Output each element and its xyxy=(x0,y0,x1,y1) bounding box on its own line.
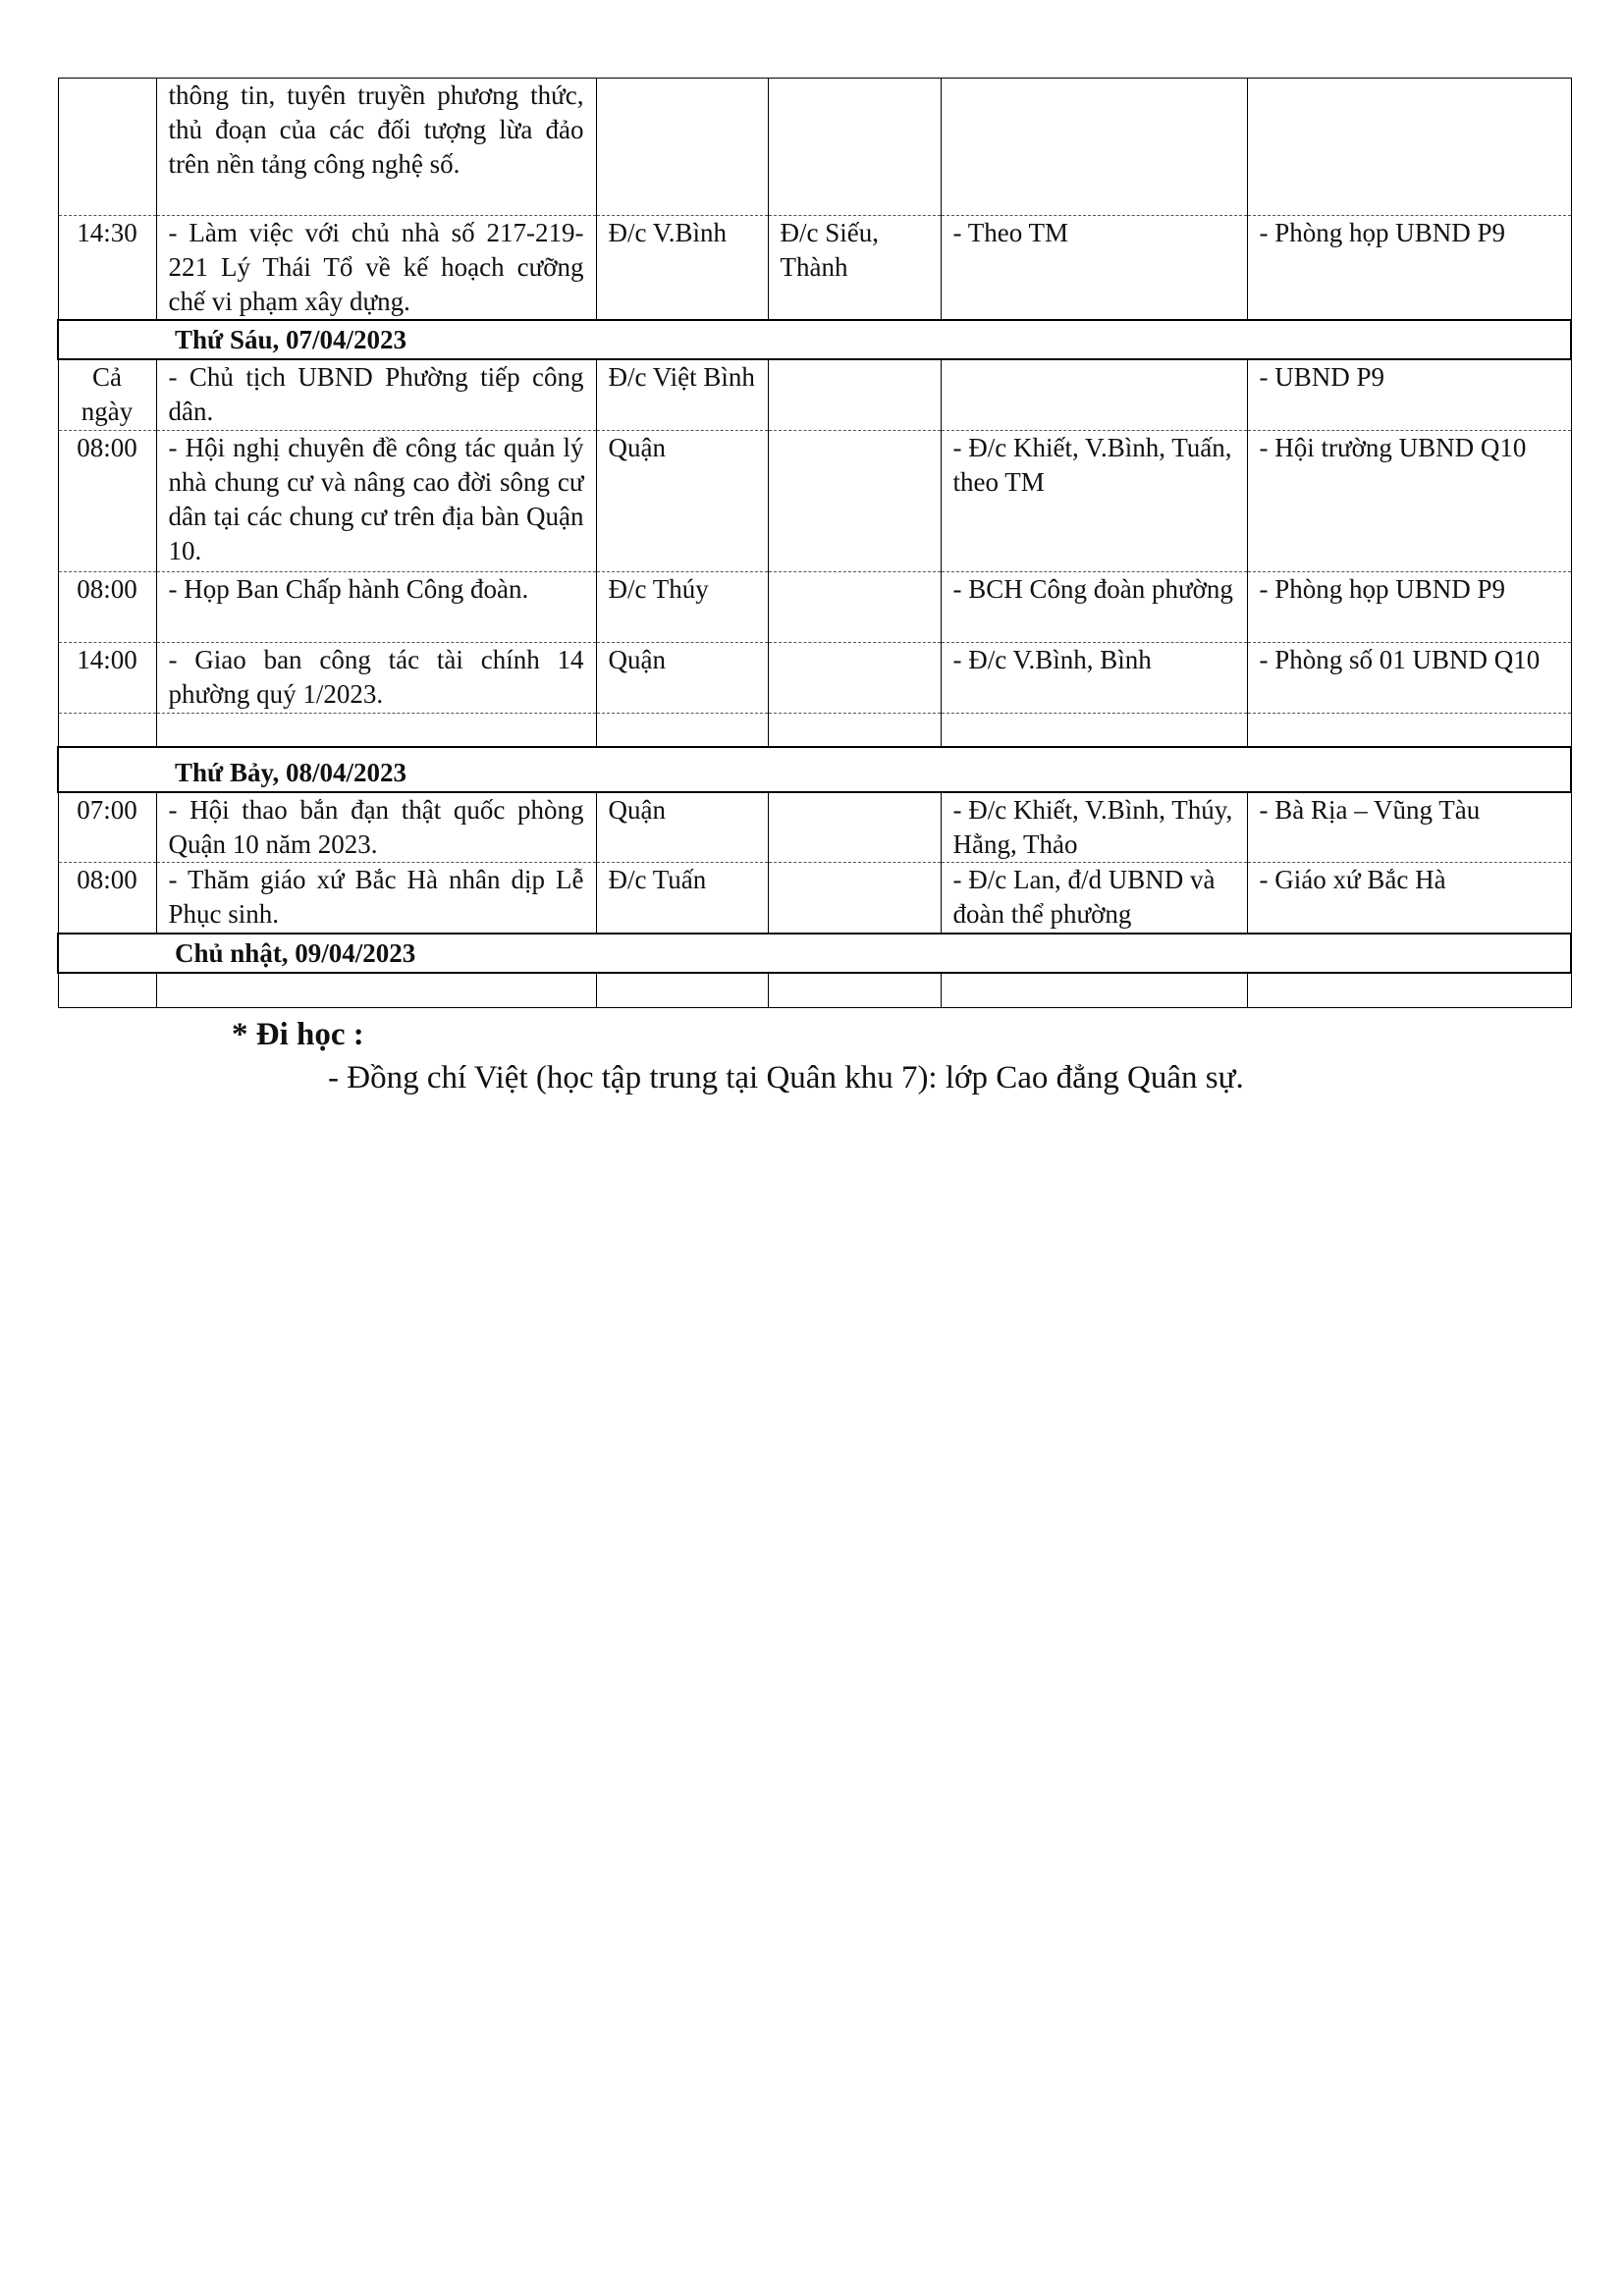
lead-cell: Quận xyxy=(596,792,768,863)
table-row xyxy=(58,430,1571,571)
time-cell: Cả ngày xyxy=(58,359,156,430)
notes-item: - Đồng chí Việt (học tập trung tại Quân khu 7): lớp Cao đẳng Quân sự. xyxy=(328,1060,1244,1095)
participants-cell: - Theo TM xyxy=(941,216,1247,321)
table-row xyxy=(58,713,1571,747)
day-header-row xyxy=(58,934,1571,973)
time-cell: 08:00 xyxy=(58,571,156,642)
with-cell xyxy=(768,642,941,713)
lead-cell: Đ/c Việt Bình xyxy=(596,359,768,430)
day-header: Chủ nhật, 09/04/2023 xyxy=(58,934,1571,973)
day-header-row xyxy=(58,747,1571,792)
lead-cell: Đ/c V.Bình xyxy=(596,216,768,321)
with-cell xyxy=(768,359,941,430)
content-cell: - Hội nghị chuyên đề công tác quản lý nhà chung cư và nâng cao đời sông cư dân tại các chung cư trên địa bàn Quận 10. xyxy=(156,430,596,571)
with-cell xyxy=(768,430,941,571)
time-cell: 08:00 xyxy=(58,863,156,934)
location-cell: - Bà Rịa – Vũng Tàu xyxy=(1247,792,1571,863)
table-row xyxy=(58,973,1571,1008)
table-row xyxy=(58,359,1571,430)
content-cell: - Thăm giáo xứ Bắc Hà nhân dịp Lễ Phục sinh. xyxy=(156,863,596,934)
day-header: Thứ Sáu, 07/04/2023 xyxy=(58,320,1571,359)
time-cell: 14:00 xyxy=(58,642,156,713)
location-cell: - Hội trường UBND Q10 xyxy=(1247,430,1571,571)
time-cell xyxy=(58,79,156,216)
time-cell: 14:30 xyxy=(58,216,156,321)
with-cell xyxy=(768,79,941,216)
time-cell: 08:00 xyxy=(58,430,156,571)
time-cell: 07:00 xyxy=(58,792,156,863)
with-cell xyxy=(768,792,941,863)
with-cell xyxy=(768,571,941,642)
content-cell: thông tin, tuyên truyền phương thức, thủ đoạn của các đối tượng lừa đảo trên nền tảng công nghệ số. xyxy=(156,79,596,216)
content-cell: - Giao ban công tác tài chính 14 phường quý 1/2023. xyxy=(156,642,596,713)
location-cell xyxy=(1247,79,1571,216)
participants-cell: - Đ/c Khiết, V.Bình, Thúy, Hằng, Thảo xyxy=(941,792,1247,863)
table-row xyxy=(58,792,1571,863)
content-cell: - Họp Ban Chấp hành Công đoàn. xyxy=(156,571,596,642)
table-row xyxy=(58,571,1571,642)
table-row xyxy=(58,79,1571,216)
with-cell xyxy=(768,863,941,934)
with-cell: Đ/c Siếu, Thành xyxy=(768,216,941,321)
participants-cell: - Đ/c Lan, đ/d UBND và đoàn thể phường xyxy=(941,863,1247,934)
table-row xyxy=(58,216,1571,321)
content-cell: - Hội thao bắn đạn thật quốc phòng Quận 10 năm 2023. xyxy=(156,792,596,863)
participants-cell xyxy=(941,359,1247,430)
location-cell: - Phòng họp UBND P9 xyxy=(1247,571,1571,642)
lead-cell xyxy=(596,79,768,216)
location-cell: - Phòng họp UBND P9 xyxy=(1247,216,1571,321)
participants-cell: - BCH Công đoàn phường xyxy=(941,571,1247,642)
lead-cell: Đ/c Tuấn xyxy=(596,863,768,934)
lead-cell: Đ/c Thúy xyxy=(596,571,768,642)
content-cell: - Làm việc với chủ nhà số 217-219-221 Lý Thái Tổ về kế hoạch cưỡng chế vi phạm xây dựng. xyxy=(156,216,596,321)
lead-cell: Quận xyxy=(596,642,768,713)
participants-cell xyxy=(941,79,1247,216)
location-cell: - Giáo xứ Bắc Hà xyxy=(1247,863,1571,934)
study-notes xyxy=(232,1013,1244,1099)
table-row xyxy=(58,863,1571,934)
participants-cell: - Đ/c V.Bình, Bình xyxy=(941,642,1247,713)
location-cell: - UBND P9 xyxy=(1247,359,1571,430)
location-cell: - Phòng số 01 UBND Q10 xyxy=(1247,642,1571,713)
day-header-row xyxy=(58,320,1571,359)
lead-cell: Quận xyxy=(596,430,768,571)
table-row xyxy=(58,642,1571,713)
notes-heading: * Đi học : xyxy=(232,1017,364,1052)
participants-cell: - Đ/c Khiết, V.Bình, Tuấn, theo TM xyxy=(941,430,1247,571)
day-header: Thứ Bảy, 08/04/2023 xyxy=(58,747,1571,792)
content-cell: - Chủ tịch UBND Phường tiếp công dân. xyxy=(156,359,596,430)
schedule-table xyxy=(57,78,1572,1008)
